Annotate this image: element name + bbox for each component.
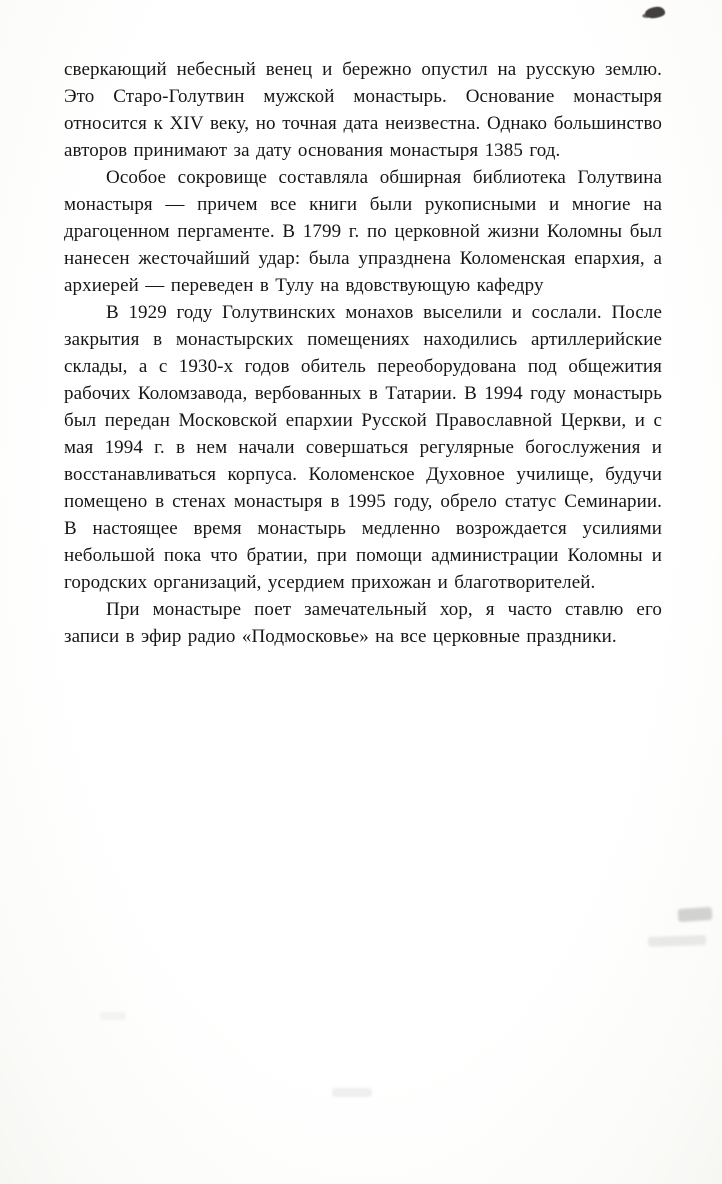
- paragraph-1: сверкающий небесный венец и бережно опустил на русскую землю. Это Старо-Голутвин мужской монастырь. Основание монастыря относится к XIV веку, но точная дата неизвестна. Однако большинство авторов принимают за дату основания монастыря 1385 год.: [64, 59, 662, 161]
- page-text-block: [64, 56, 662, 650]
- paragraph-3: В 1929 году Голутвинских монахов выселили и сослали. После закрытия в монастырских помещениях находились артиллерийские склады, а с 1930-х годов обитель переоборудована под общежития рабочих Коломзавода, вербованных в Татарии. В 1994 году монастырь был передан Московской епархии Русской Православной Церкви, и с мая 1994 г. в нем начали совершаться регулярные богослужения и восстанавливаться корпуса. Коломенское Духовное училище, будучи помещено в стенах монастыря в 1995 году, обрело статус Семинарии. В настоящее время монастырь медленно возрождается усилиями небольшой пока что братии, при помощи администрации Коломны и городских организаций, усердием прихожан и благотворителей.: [64, 302, 662, 593]
- paragraph-4: При монастыре поет замечательный хор, я часто ставлю его записи в эфир радио «Подмосковье» на все церковные праздники.: [64, 599, 662, 647]
- bleed-through-mark: [100, 1012, 126, 1020]
- paragraph-2: Особое сокровище составляла обширная библиотека Голутвина монастыря — причем все книги были рукописными и многие на драгоценном пергаменте. В 1799 г. по церковной жизни Коломны был нанесен жесточайший удар: была упразднена Коломенская епархия, а архиерей — переведен в Тулу на вдовствующую кафедру: [64, 167, 662, 296]
- ink-smudge-artifact: [644, 6, 665, 19]
- bleed-through-mark: [678, 907, 713, 922]
- bleed-through-mark: [332, 1088, 372, 1097]
- bleed-through-mark: [648, 935, 706, 947]
